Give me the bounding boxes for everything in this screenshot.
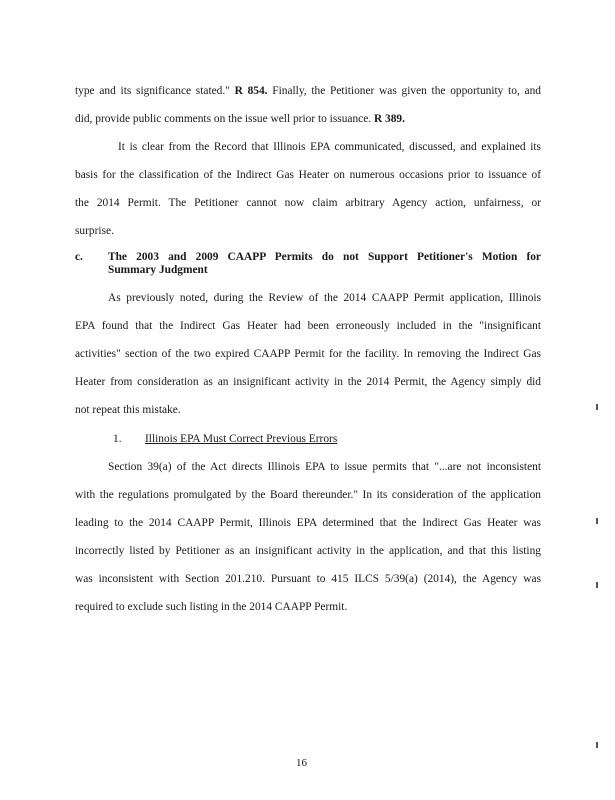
paragraph-3-line-3: activities" section of the two expired CAAPP Permit for the facility. In removing the Indirect Gas xyxy=(75,348,541,360)
subsection-title: Illinois EPA Must Correct Previous Errors xyxy=(145,433,338,445)
scan-mark xyxy=(596,582,598,588)
paragraph-3-line-5: not repeat this mistake. xyxy=(75,404,181,416)
paragraph-4-line-2: with the regulations promulgated by the Board thereunder." In its consideration of the application xyxy=(75,489,541,501)
record-citation: R 854. xyxy=(234,85,268,97)
paragraph-4-line-3: leading to the 2014 CAAPP Permit, Illinois EPA determined that the Indirect Gas Heater was xyxy=(75,517,541,529)
section-letter: c. xyxy=(75,251,83,263)
section-heading-line-1: The 2003 and 2009 CAAPP Permits do not Support Petitioner's Motion for xyxy=(108,251,541,263)
paragraph-1-line-2: did, provide public comments on the issue well prior to issuance. R 389. xyxy=(75,113,405,125)
scan-mark xyxy=(596,404,598,410)
paragraph-2-line-3: the 2014 Permit. The Petitioner cannot now claim arbitrary Agency action, unfairness, or xyxy=(75,197,541,209)
paragraph-4-line-4: incorrectly listed by Petitioner as an insignificant activity in the application, and that this listing xyxy=(75,545,541,557)
paragraph-4-line-1: Section 39(a) of the Act directs Illinois EPA to issue permits that "...are not inconsistent xyxy=(108,461,541,473)
subsection-number: 1. xyxy=(113,433,122,445)
paragraph-2-line-1: It is clear from the Record that Illinois EPA communicated, discussed, and explained its xyxy=(118,141,541,153)
paragraph-3-line-4: Heater from consideration as an insignificant activity in the 2014 Permit, the Agency simply did xyxy=(75,376,541,388)
paragraph-3-line-1: As previously noted, during the Review of the 2014 CAAPP Permit application, Illinois xyxy=(108,292,541,304)
paragraph-4-line-5: was inconsistent with Section 201.210. Pursuant to 415 ILCS 5/39(a) (2014), the Agency was xyxy=(75,573,541,585)
page-number: 16 xyxy=(296,757,307,769)
scan-mark xyxy=(596,518,598,524)
record-citation: R 389. xyxy=(373,113,405,125)
paragraph-1-line-1: type and its significance stated." R 854. Finally, the Petitioner was given the opportunity to, and xyxy=(75,85,541,97)
paragraph-3-line-2: EPA found that the Indirect Gas Heater had been erroneously included in the "insignificant xyxy=(75,320,541,332)
paragraph-2-line-2: basis for the classification of the Indirect Gas Heater on numerous occasions prior to issuance of xyxy=(75,169,541,181)
paragraph-4-line-6: required to exclude such listing in the 2014 CAAPP Permit. xyxy=(75,601,348,613)
section-heading-line-2: Summary Judgment xyxy=(108,264,208,276)
scan-mark xyxy=(596,742,598,748)
paragraph-2-line-4: surprise. xyxy=(75,225,114,237)
